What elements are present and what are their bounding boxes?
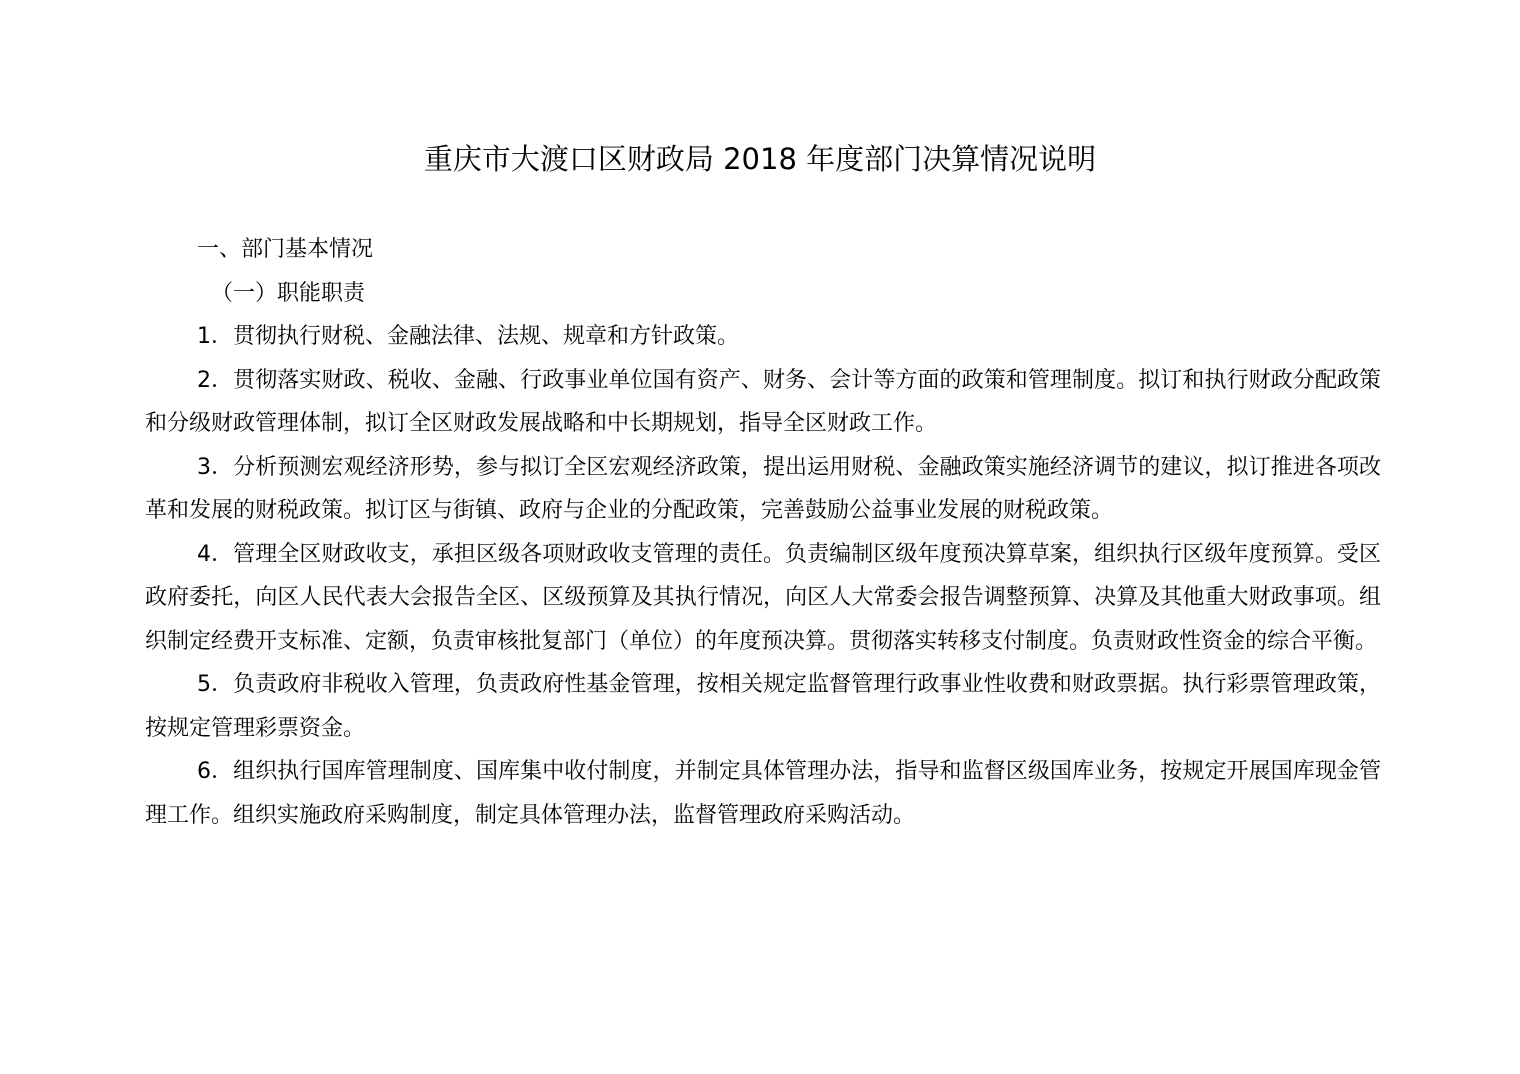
list-item-3: 3．分析预测宏观经济形势，参与拟订全区宏观经济政策，提出运用财税、金融政策实施经济调节的建议，拟订推进各项改革和发展的财税政策。拟订区与街镇、政府与企业的分配政策，完善鼓励公益事业发展的财税政策。 xyxy=(145,454,1381,523)
document-body xyxy=(145,228,1381,837)
list-item-4: 4．管理全区财政收支，承担区级各项财政收支管理的责任。负责编制区级年度预决算草案，组织执行区级年度预算。受区政府委托，向区人民代表大会报告全区、区级预算及其执行情况，向区人大常委会报告调整预算、决算及其他重大财政事项。组织制定经费开支标准、定额，负责审核批复部门（单位）的年度预决算。贯彻落实转移支付制度。负责财政性资金的综合平衡。 xyxy=(145,541,1381,654)
list-item-5: 5．负责政府非税收入管理，负责政府性基金管理，按相关规定监督管理行政事业性收费和财政票据。执行彩票管理政策，按规定管理彩票资金。 xyxy=(145,672,1381,741)
list-item-2: 2．贯彻落实财政、税收、金融、行政事业单位国有资产、财务、会计等方面的政策和管理制度。拟订和执行财政分配政策和分级财政管理体制，拟订全区财政发展战略和中长期规划，指导全区财政工作。 xyxy=(145,367,1381,436)
subsection-heading: （一）职能职责 xyxy=(211,280,366,306)
list-item-1: 1．贯彻执行财税、金融法律、法规、规章和方针政策。 xyxy=(197,324,739,349)
list-item-6: 6．组织执行国库管理制度、国库集中收付制度，并制定具体管理办法，指导和监督区级国库业务，按规定开展国库现金管理工作。组织实施政府采购制度，制定具体管理办法，监督管理政府采购活动。 xyxy=(145,759,1381,828)
document-title: 重庆市大渡口区财政局 2018 年度部门决算情况说明 xyxy=(423,142,1097,176)
section-heading: 一、部门基本情况 xyxy=(197,237,374,262)
